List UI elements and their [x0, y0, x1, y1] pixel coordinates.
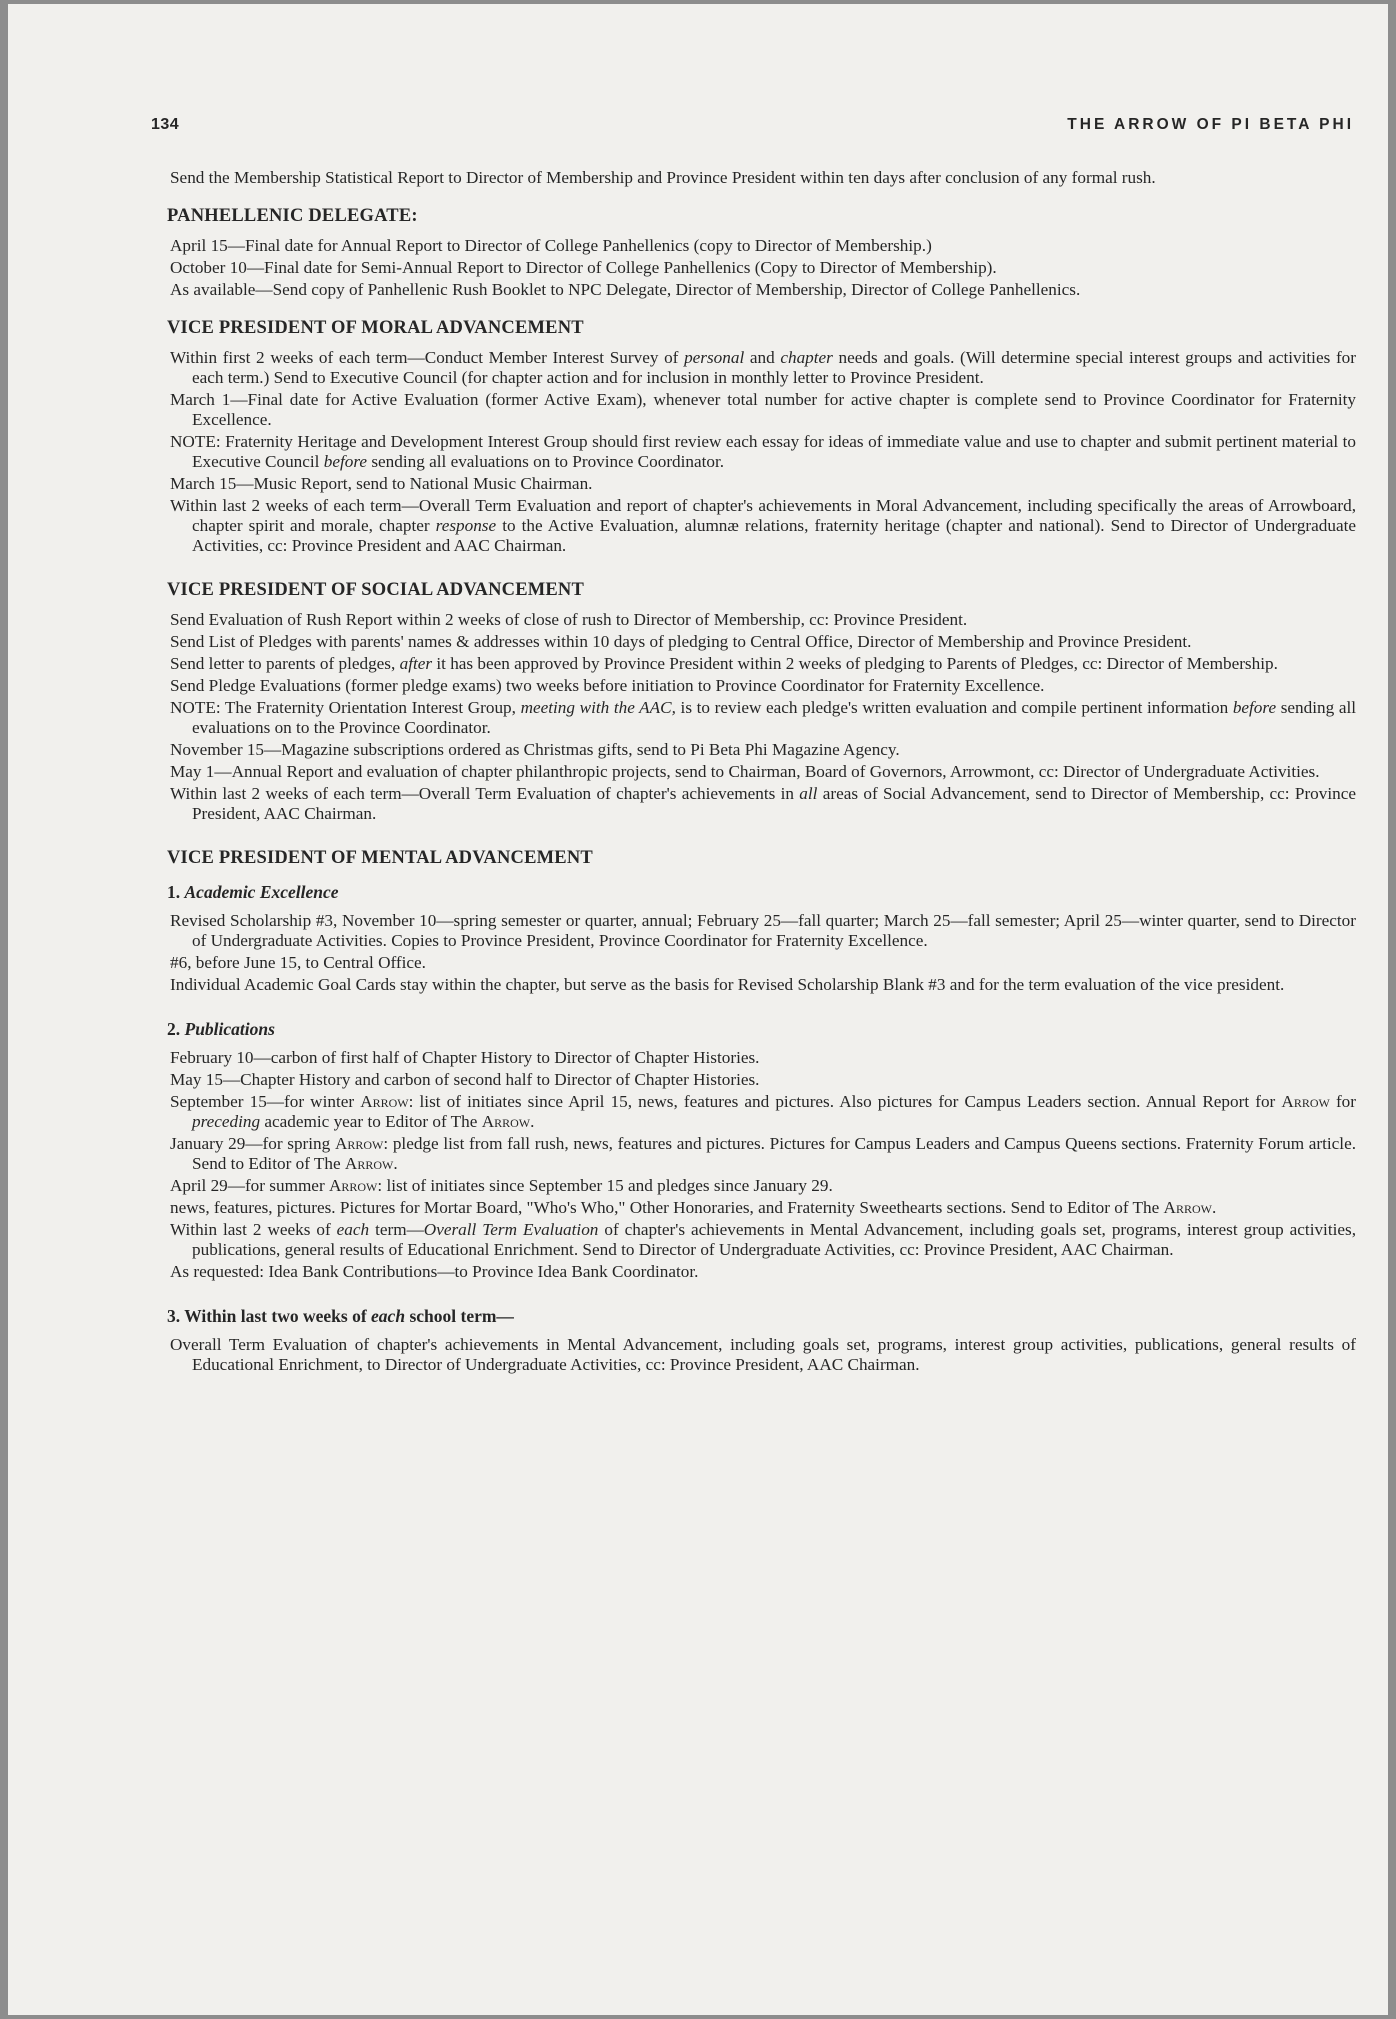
section-heading-moral: VICE PRESIDENT OF MORAL ADVANCEMENT [167, 318, 584, 338]
entry: #6, before June 15, to Central Office. [170, 953, 426, 972]
page-number: 134 [151, 116, 180, 133]
entry: September 15—for winter Arrow: list of initiates since April 15, news, features and pictures. Also pictures for Campus Leaders section. Annual Report for Arrow for preceding academic year to Editor of The Arrow. [170, 1092, 1356, 1131]
entry: NOTE: Fraternity Heritage and Development Interest Group should first review each essay for ideas of immediate value and use to chapter and submit pertinent material to Executive Council before sending all evaluations on to Province Coordinator. [170, 432, 1356, 471]
entry: Overall Term Evaluation of chapter's achievements in Mental Advancement, including goals set, programs, interest group activities, publications, general results of Educational Enrichment, to Director of Undergraduate Activities, cc: Province President, AAC Chairman. [170, 1335, 1356, 1374]
subsection-heading-publications: 2. Publications [167, 1019, 275, 1039]
entry: April 15—Final date for Annual Report to Director of College Panhellenics (copy to Director of Membership.) [170, 236, 932, 255]
entry: Revised Scholarship #3, November 10—spring semester or quarter, annual; February 25—fall quarter; March 25—fall semester; April 25—winter quarter, send to Director of Undergraduate Activities. Copies to Province President, Province Coordinator for Fraternity Excellence. [170, 911, 1356, 950]
entry: As requested: Idea Bank Contributions—to Province Idea Bank Coordinator. [170, 1262, 699, 1281]
entry: Within first 2 weeks of each term—Conduct Member Interest Survey of personal and chapter needs and goals. (Will determine special interest groups and activities for each term.) Send to Executive Council (for chapter action and for inclusion in monthly letter to Province President. [170, 348, 1356, 387]
entry: Send letter to parents of pledges, after it has been approved by Province President within 2 weeks of pledging to Parents of Pledges, cc: Director of Membership. [170, 654, 1278, 673]
entry: Send Pledge Evaluations (former pledge exams) two weeks before initiation to Province Coordinator for Fraternity Excellence. [170, 676, 1045, 695]
page-content [167, 168, 1357, 1377]
entry: March 15—Music Report, send to National Music Chairman. [170, 474, 593, 493]
section-heading-mental: VICE PRESIDENT OF MENTAL ADVANCEMENT [167, 848, 593, 868]
section-heading-panhellenic: PANHELLENIC DELEGATE: [167, 206, 418, 226]
entry: NOTE: The Fraternity Orientation Interest Group, meeting with the AAC, is to review each pledge's written evaluation and compile pertinent information before sending all evaluations on to the Province Coordinator. [170, 698, 1356, 737]
section-heading-social: VICE PRESIDENT OF SOCIAL ADVANCEMENT [167, 580, 585, 600]
entry: February 10—carbon of first half of Chapter History to Director of Chapter Histories. [170, 1048, 760, 1067]
entry: Send Evaluation of Rush Report within 2 weeks of close of rush to Director of Membership, cc: Province President. [170, 610, 968, 629]
page-header [151, 116, 1354, 142]
entry: March 1—Final date for Active Evaluation (former Active Exam), whenever total number for active chapter is complete send to Province Coordinator for Fraternity Excellence. [170, 390, 1356, 429]
entry: Individual Academic Goal Cards stay within the chapter, but serve as the basis for Revised Scholarship Blank #3 and for the term evaluation of the vice president. [170, 975, 1285, 994]
entry: Send List of Pledges with parents' names & addresses within 10 days of pledging to Central Office, Director of Membership and Province President. [170, 632, 1192, 651]
entry: Within last 2 weeks of each term—Overall Term Evaluation of chapter's achievements in all areas of Social Advancement, send to Director of Membership, cc: Province President, AAC Chairman. [170, 784, 1356, 823]
entry: As available—Send copy of Panhellenic Rush Booklet to NPC Delegate, Director of Membership, Director of College Panhellenics. [170, 280, 1081, 299]
document-page [8, 4, 1388, 2015]
entry: November 15—Magazine subscriptions ordered as Christmas gifts, send to Pi Beta Phi Magazine Agency. [170, 740, 900, 759]
subsection-heading-term: 3. Within last two weeks of each school term— [167, 1306, 514, 1326]
running-head: THE ARROW OF PI BETA PHI [1067, 116, 1354, 133]
entry: Within last 2 weeks of each term—Overall Term Evaluation of chapter's achievements in Mental Advancement, including goals set, programs, interest group activities, publications, general results of Educational Enrichment. Send to Director of Undergraduate Activities, cc: Province President, AAC Chairman. [170, 1220, 1356, 1259]
subsection-heading-academic: 1. Academic Excellence [167, 882, 339, 902]
intro-paragraph: Send the Membership Statistical Report to Director of Membership and Province President within ten days after conclusion of any formal rush. [170, 168, 1156, 187]
entry: Within last 2 weeks of each term—Overall Term Evaluation and report of chapter's achievements in Moral Advancement, including specifically the areas of Arrowboard, chapter spirit and morale, chapter response to the Active Evaluation, alumnæ relations, fraternity heritage (chapter and national). Send to Director of Undergraduate Activities, cc: Province President and AAC Chairman. [170, 496, 1356, 555]
entry: news, features, pictures. Pictures for Mortar Board, "Who's Who," Other Honoraries, and Fraternity Sweethearts sections. Send to Editor of The Arrow. [170, 1198, 1217, 1217]
entry: May 1—Annual Report and evaluation of chapter philanthropic projects, send to Chairman, Board of Governors, Arrowmont, cc: Director of Undergraduate Activities. [170, 762, 1320, 781]
entry: January 29—for spring Arrow: pledge list from fall rush, news, features and pictures. Pictures for Campus Leaders and Campus Queens sections. Fraternity Forum article. Send to Editor of The Arrow. [170, 1134, 1357, 1173]
entry: April 29—for summer Arrow: list of initiates since September 15 and pledges since January 29. [170, 1176, 833, 1195]
entry: May 15—Chapter History and carbon of second half to Director of Chapter Histories. [170, 1070, 760, 1089]
entry: October 10—Final date for Semi-Annual Report to Director of College Panhellenics (Copy to Director of Membership). [170, 258, 997, 277]
